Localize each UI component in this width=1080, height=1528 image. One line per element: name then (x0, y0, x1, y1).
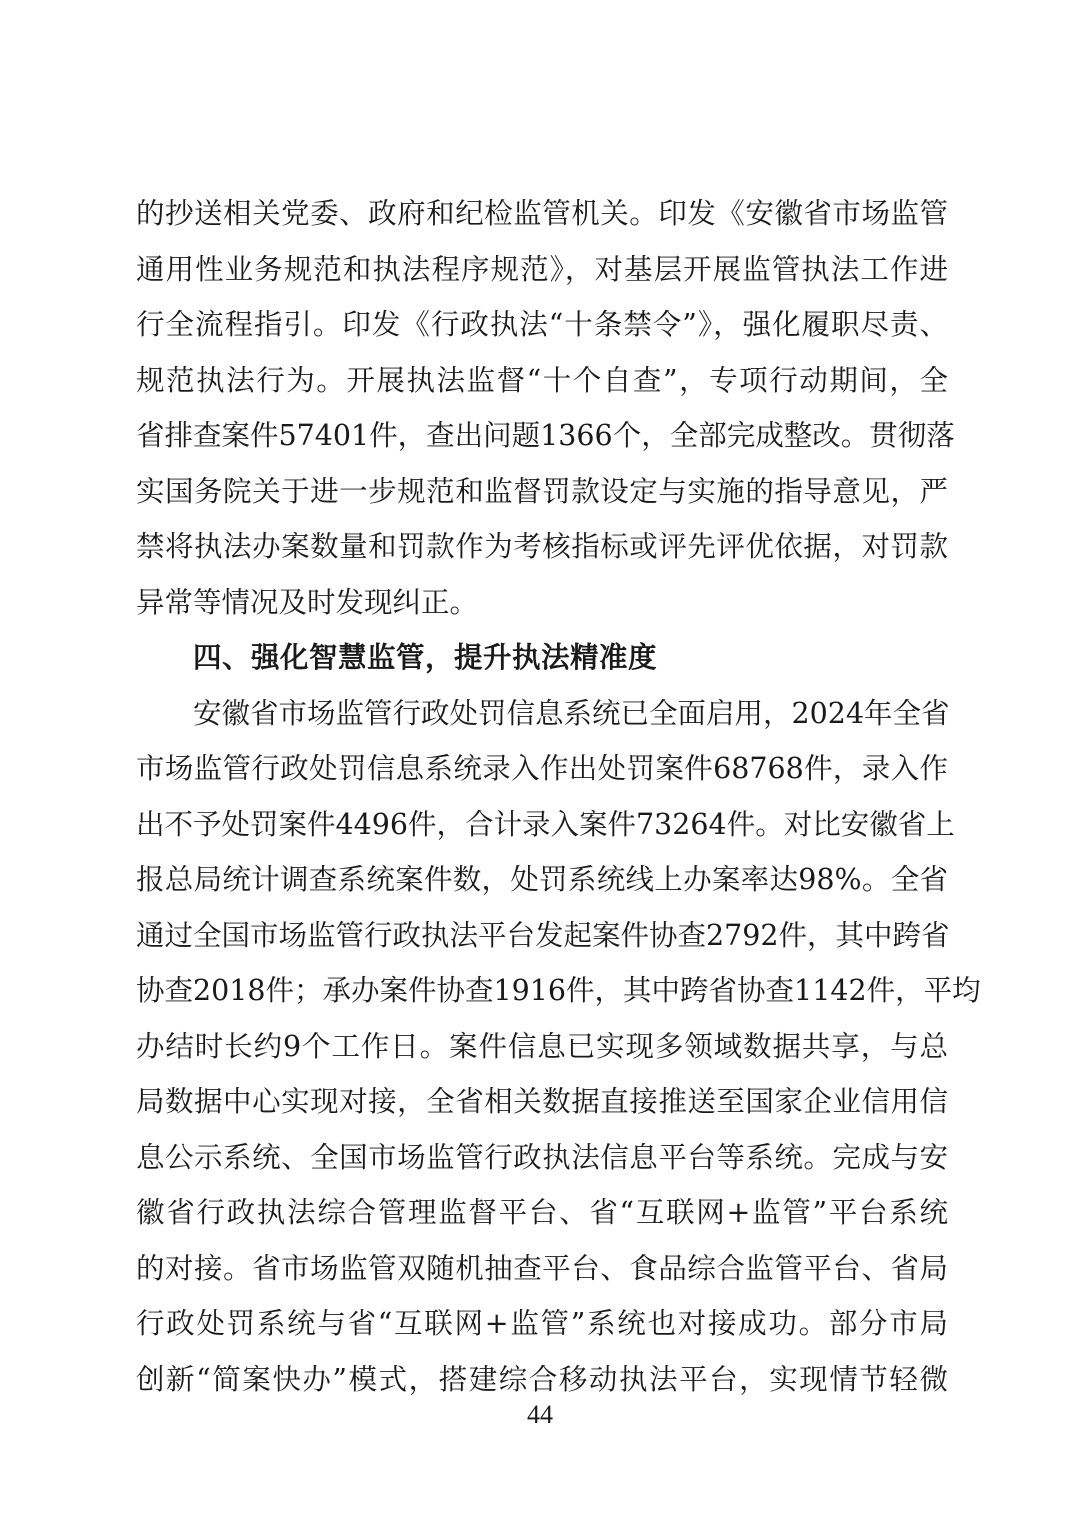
text-line: 实国务院关于进一步规范和监督罚款设定与实施的指导意见，严 (136, 474, 948, 508)
text-line: 创新“简案快办”模式，搭建综合移动执法平台，实现情节轻微 (136, 1362, 948, 1396)
text-line: 异常等情况及时发现纠正。 (136, 585, 479, 619)
text-line: 徽省行政执法综合管理监督平台、省“互联网+监管”平台系统 (136, 1196, 948, 1229)
text-line: 出不予处罚案件4496件，合计录入案件73264件。对比安徽省上 (136, 807, 955, 841)
text-line: 办结时长约9个工作日。案件信息已实现多领域数据共享，与总 (136, 1029, 948, 1063)
text-line: 局数据中心实现对接，全省相关数据直接推送至国家企业信用信 (136, 1085, 948, 1118)
text-line: 安徽省市场监管行政处罚信息系统已全面启用，2024年全省 (193, 696, 950, 730)
text-line: 的对接。省市场监管双随机抽查平台、食品综合监管平台、省局 (136, 1251, 948, 1285)
text-line: 息公示系统、全国市场监管行政执法信息平台等系统。完成与安 (136, 1140, 948, 1174)
text-line: 报总局统计调查系统案件数，处罚系统线上办案率达98%。全省 (136, 863, 948, 896)
text-line: 通用性业务规范和执法程序规范》，对基层开展监管执法工作进 (136, 252, 948, 286)
paragraph-2 (136, 686, 981, 1408)
text-line: 行政处罚系统与省“互联网+监管”系统也对接成功。部分市局 (136, 1307, 948, 1340)
text-line: 通过全国市场监管行政执法平台发起案件协查2792件，其中跨省 (136, 918, 950, 952)
page-number: 44 (527, 1400, 553, 1429)
paragraph-1 (136, 186, 955, 630)
text-line: 规范执法行为。开展执法监督“十个自查”，专项行动期间，全 (136, 363, 948, 397)
section-heading: 四、强化智慧监管，提升执法精准度 (193, 641, 658, 674)
text-line: 行全流程指引。印发《行政执法“十条禁令”》，强化履职尽责、 (136, 308, 948, 341)
text-line: 的抄送相关党委、政府和纪检监管机关。印发《安徽省市场监管 (136, 197, 948, 230)
text-line: 协查2018件；承办案件协查1916件，其中跨省协查1142件，平均 (136, 974, 981, 1007)
text-line: 禁将执法办案数量和罚款作为考核指标或评先评优依据，对罚款 (136, 530, 948, 563)
text-line: 市场监管行政处罚信息系统录入作出处罚案件68768件，录入作 (136, 752, 948, 785)
text-line: 省排查案件57401件，查出问题1366个，全部完成整改。贯彻落 (136, 419, 955, 452)
body-text (136, 186, 981, 1407)
